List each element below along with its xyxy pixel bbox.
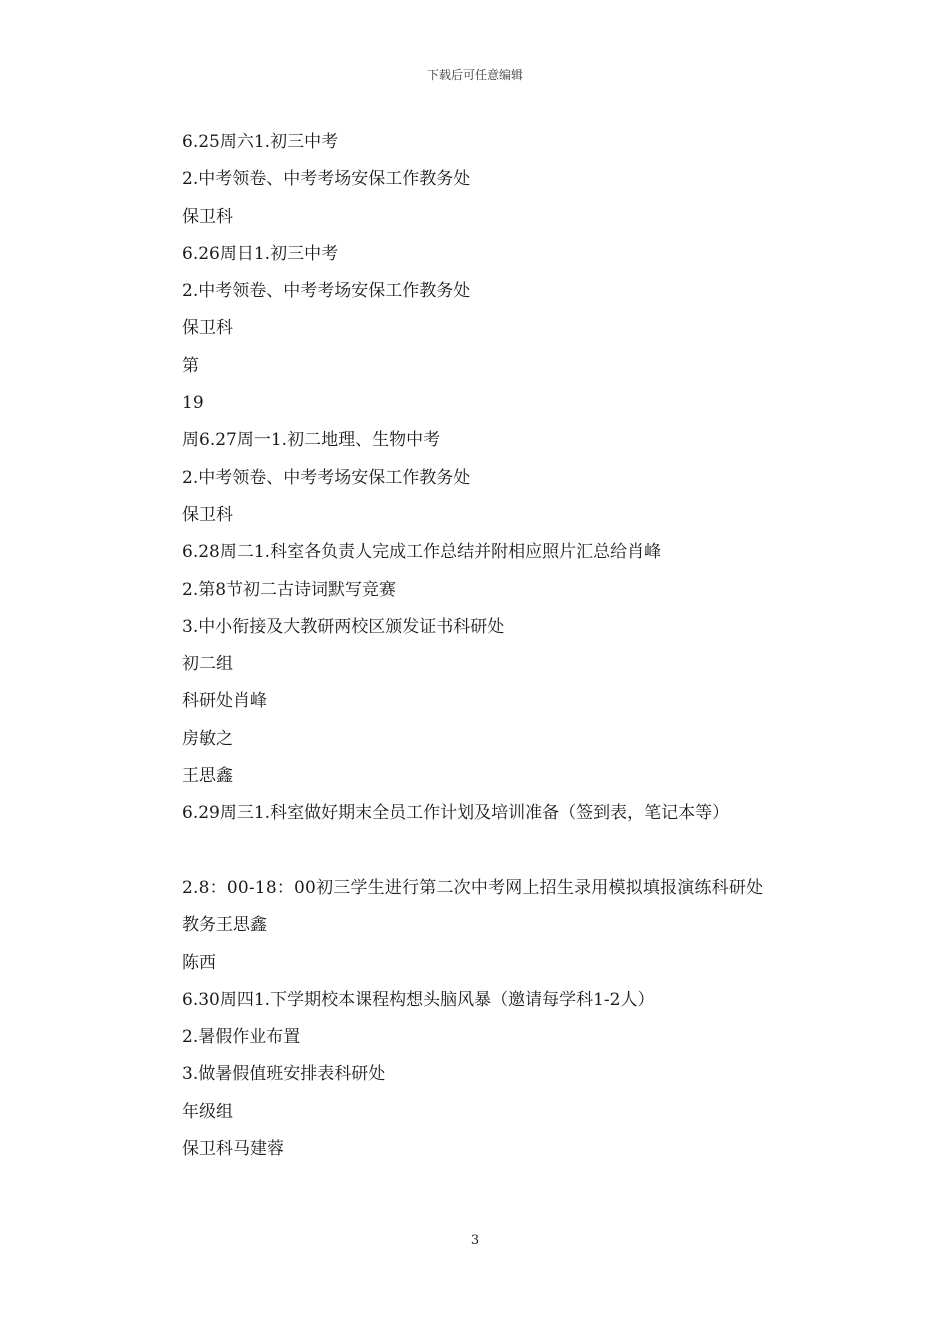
page-number: 3 (470, 1233, 480, 1248)
text-line: 保卫科 (182, 318, 233, 339)
text-line: 6.29周三1.科室做好期末全员工作计划及培训准备（签到表，笔记本等） (182, 803, 730, 824)
text-line: 周6.27周一1.初二地理、生物中考 (182, 430, 441, 451)
text-line: 19 (182, 393, 204, 414)
text-line: 2.中考领卷、中考考场安保工作教务处 (182, 281, 471, 302)
text-line: 保卫科 (182, 206, 233, 227)
text-line: 保卫科马建蓉 (182, 1139, 284, 1160)
text-line: 初二组 (182, 654, 233, 675)
text-line: 3.中小衔接及大教研两校区颁发证书科研处 (182, 616, 505, 637)
text-line: 王思鑫 (182, 766, 233, 787)
text-line: 2.中考领卷、中考考场安保工作教务处 (182, 467, 471, 488)
text-line: 6.26周日1.初三中考 (182, 243, 339, 264)
text-line: 年级组 (182, 1101, 233, 1122)
text-line: 6.28周二1.科室各负责人完成工作总结并附相应照片汇总给肖峰 (182, 542, 662, 563)
text-line: 房敏之 (182, 728, 233, 749)
page-header: 下载后可任意编辑 (426, 68, 523, 82)
blank-line (145, 833, 825, 870)
text-line: 教务王思鑫 (182, 915, 267, 936)
text-line: 2.中考领卷、中考考场安保工作教务处 (182, 169, 471, 190)
text-line: 6.30周四1.下学期校本课程构想头脑风暴（邀请每学科1-2人） (182, 989, 655, 1010)
text-line: 第 (182, 355, 199, 376)
text-line: 2.暑假作业布置 (182, 1027, 301, 1048)
document-body (145, 124, 825, 1168)
text-line: 陈西 (182, 952, 216, 973)
text-line: 保卫科 (182, 504, 233, 525)
text-line: 6.25周六1.初三中考 (182, 132, 339, 152)
text-line: 2.第8节初二古诗词默写竞赛 (182, 579, 397, 600)
wrapped-paragraph: 2.8：00-18：00初三学生进行第二次中考网上招生录用模拟填报演练科研处 (182, 877, 764, 898)
text-line: 3.做暑假值班安排表科研处 (182, 1064, 386, 1085)
text-line: 科研处肖峰 (182, 691, 267, 712)
